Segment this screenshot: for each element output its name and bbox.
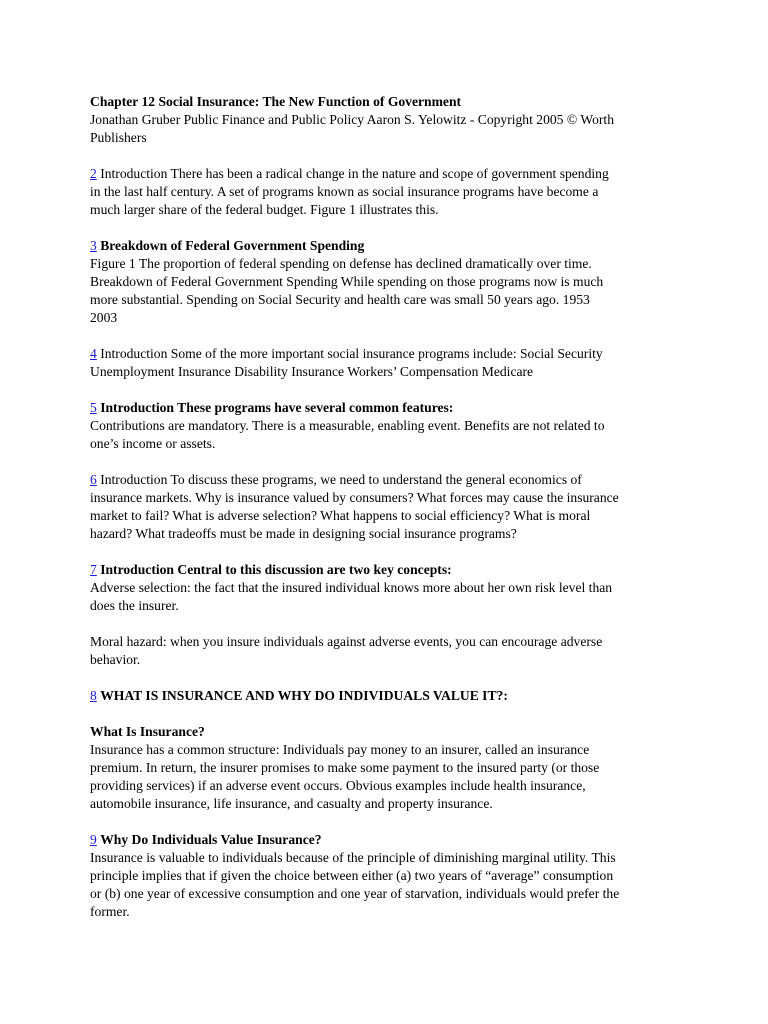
slide-9-text-2: principle implies that if given the choice between either (a) two years of “average” consumption bbox=[90, 868, 614, 883]
slide-7-heading: Introduction Central to this discussion are two key concepts: bbox=[100, 562, 452, 577]
slide-3-text-4: 2003 bbox=[90, 310, 118, 325]
byline: Jonathan Gruber Public Finance and Public Policy Aaron S. Yelowitz - Copyright 2005 © Worth bbox=[90, 112, 614, 127]
slide-2-section bbox=[90, 165, 690, 219]
slide-9-text-3: or (b) one year of excessive consumption and one year of starvation, individuals would prefer the bbox=[90, 886, 620, 901]
slide-7-text-1: Adverse selection: the fact that the insured individual knows more about her own risk level than bbox=[90, 580, 613, 595]
slide-3-heading: Breakdown of Federal Government Spending bbox=[100, 238, 365, 253]
slide-9-heading: Why Do Individuals Value Insurance? bbox=[100, 832, 322, 847]
slide-7-link[interactable]: 7 bbox=[90, 562, 97, 577]
slide-6-line-1 bbox=[90, 471, 690, 489]
slide-8-line-1 bbox=[90, 687, 690, 705]
slide-6-text-4: hazard? What tradeoffs must be made in designing social insurance programs? bbox=[90, 526, 517, 541]
slide-7-section bbox=[90, 561, 690, 615]
slide-6-text-3: market to fail? What is adverse selection? What happens to social efficiency? What is moral bbox=[90, 508, 591, 523]
slide-3-text-1: Figure 1 The proportion of federal spending on defense has declined dramatically over time. bbox=[90, 256, 592, 271]
slide-8-text-2: premium. In return, the insurer promises to make some payment to the insured party (or those bbox=[90, 760, 600, 775]
page-title: Chapter 12 Social Insurance: The New Function of Government bbox=[90, 94, 462, 109]
slide-9-text-4: former. bbox=[90, 904, 130, 919]
slide-5-text-1: Contributions are mandatory. There is a measurable, enabling event. Benefits are not related to bbox=[90, 418, 605, 433]
slide-2-text-1: Introduction There has been a radical change in the nature and scope of government spending bbox=[100, 166, 609, 181]
slide-4-line-1 bbox=[90, 345, 690, 363]
slide-8-text-1: Insurance has a common structure: Individuals pay money to an insurer, called an insurance bbox=[90, 742, 590, 757]
slide-9-section bbox=[90, 831, 690, 921]
slide-5-link[interactable]: 5 bbox=[90, 400, 97, 415]
slide-4-section bbox=[90, 345, 690, 381]
slide-5-line-1 bbox=[90, 399, 690, 417]
slide-5-heading: Introduction These programs have several common features: bbox=[100, 400, 454, 415]
slide-9-link[interactable]: 9 bbox=[90, 832, 97, 847]
slide-4-link[interactable]: 4 bbox=[90, 346, 97, 361]
slide-8-text-4: automobile insurance, life insurance, and casualty and property insurance. bbox=[90, 796, 493, 811]
slide-6-section bbox=[90, 471, 690, 543]
slide-2-text-2: in the last half century. A set of programs known as social insurance programs have become a bbox=[90, 184, 599, 199]
slide-3-text-3: more substantial. Spending on Social Security and health care was small 50 years ago. 1953 bbox=[90, 292, 590, 307]
document-page bbox=[90, 93, 690, 939]
slide-3-link[interactable]: 3 bbox=[90, 238, 97, 253]
byline-continued: Publishers bbox=[90, 130, 147, 145]
slide-6-link[interactable]: 6 bbox=[90, 472, 97, 487]
document-header bbox=[90, 93, 690, 147]
slide-4-text-2: Unemployment Insurance Disability Insurance Workers’ Compensation Medicare bbox=[90, 364, 534, 379]
slide-7-text-2: does the insurer. bbox=[90, 598, 179, 613]
slide-7-moral-hazard bbox=[90, 633, 690, 669]
slide-8-link[interactable]: 8 bbox=[90, 688, 97, 703]
slide-9-line-1 bbox=[90, 831, 690, 849]
slide-2-link[interactable]: 2 bbox=[90, 166, 97, 181]
slide-6-text-1: Introduction To discuss these programs, we need to understand the general economics of bbox=[100, 472, 582, 487]
slide-3-section bbox=[90, 237, 690, 327]
slide-3-text-2: Breakdown of Federal Government Spending While spending on those programs now is much bbox=[90, 274, 604, 289]
slide-5-section bbox=[90, 399, 690, 453]
slide-3-line-1 bbox=[90, 237, 690, 255]
slide-9-text-1: Insurance is valuable to individuals because of the principle of diminishing marginal utility. This bbox=[90, 850, 616, 865]
slide-8-section bbox=[90, 687, 690, 705]
slide-2-line-1 bbox=[90, 165, 690, 183]
slide-8-text-3: providing services) if an adverse event occurs. Obvious examples include health insurance, bbox=[90, 778, 586, 793]
slide-8-subheading: What Is Insurance? bbox=[90, 724, 205, 739]
slide-6-text-2: insurance markets. Why is insurance valued by consumers? What forces may cause the insurance bbox=[90, 490, 619, 505]
slide-4-text-1: Introduction Some of the more important social insurance programs include: Social Security bbox=[100, 346, 603, 361]
slide-8-body bbox=[90, 723, 690, 813]
slide-2-text-3: much larger share of the federal budget. Figure 1 illustrates this. bbox=[90, 202, 439, 217]
slide-7-moral-text-1: Moral hazard: when you insure individuals against adverse events, you can encourage adverse bbox=[90, 634, 603, 649]
slide-8-heading: WHAT IS INSURANCE AND WHY DO INDIVIDUALS VALUE IT?: bbox=[100, 688, 508, 703]
slide-7-moral-text-2: behavior. bbox=[90, 652, 141, 667]
slide-5-text-2: one’s income or assets. bbox=[90, 436, 216, 451]
slide-7-line-1 bbox=[90, 561, 690, 579]
